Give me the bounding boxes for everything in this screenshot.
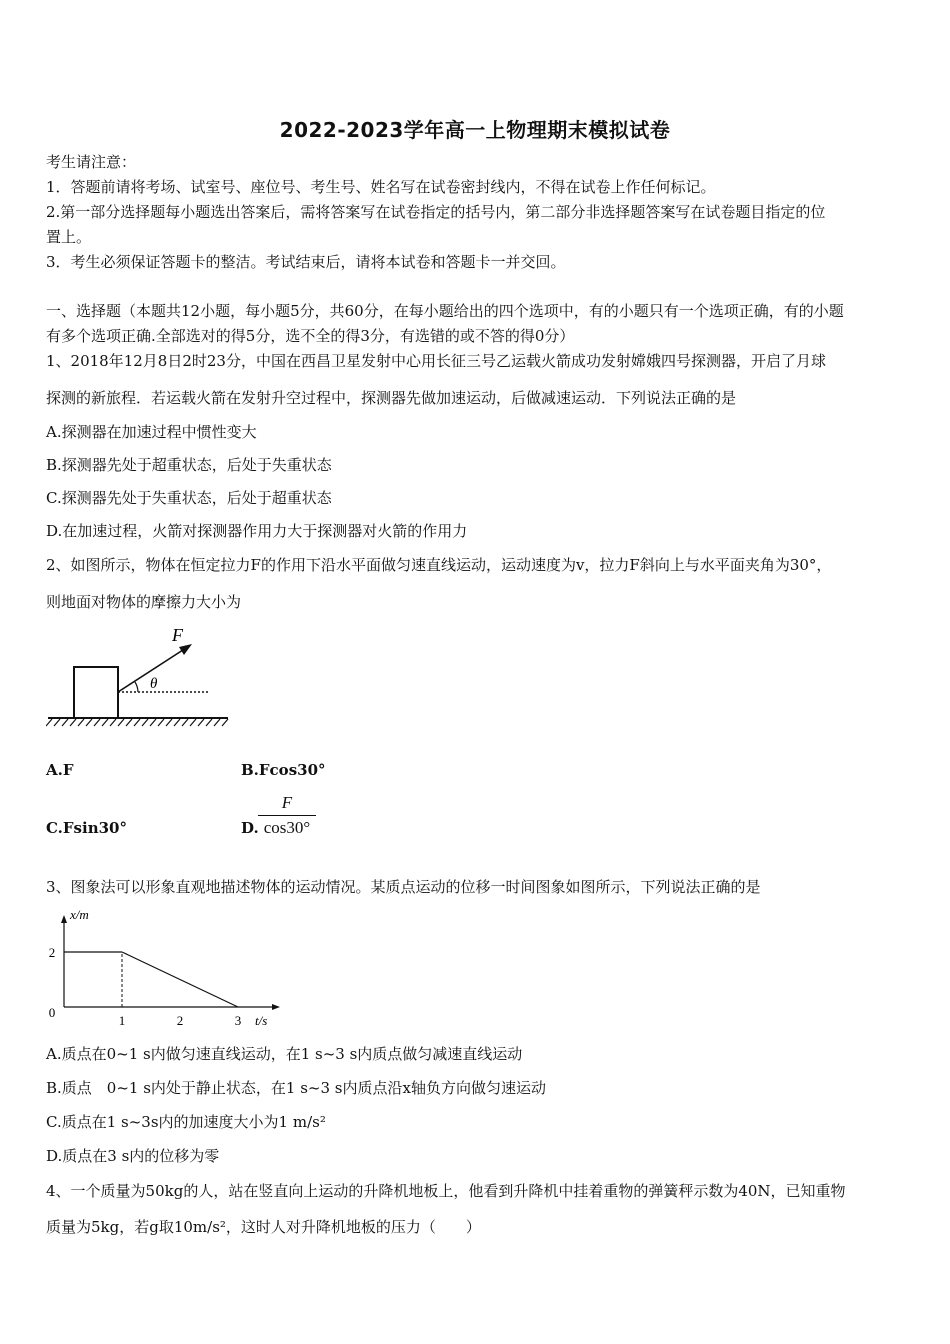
ground-hatching	[46, 719, 228, 726]
q4-stem-line1: 4、一个质量为50kg的人，站在竖直向上运动的升降机地板上，他看到升降机中挂着重物的弹簧秤示数为40N，已知重物	[46, 1182, 846, 1200]
q2-option-b: B.Fcos30°	[241, 761, 326, 779]
q2-option-c: C.Fsin30°	[46, 819, 127, 837]
q1-stem-line1: 1、2018年12月8日2时23分，中国在西昌卫星发射中心用长征三号乙运载火箭成功发射嫦娥四号探测器，开启了月球	[46, 352, 826, 370]
fraction-denominator: cos30°	[263, 818, 311, 837]
q3-option-d: D.质点在3 s内的位移为零	[46, 1147, 220, 1165]
notice-heading: 考生请注意：	[46, 153, 137, 171]
y-axis-arrow	[61, 915, 67, 923]
angle-arc	[135, 682, 138, 692]
q1-option-a: A.探测器在加速过程中惯性变大	[46, 423, 257, 441]
q2-option-d-fraction	[258, 793, 316, 838]
page-title: 2022-2023学年高一上物理期末模拟试卷	[279, 118, 671, 142]
q1-stem-line2: 探测的新旅程．若运载火箭在发射升空过程中，探测器先做加速运动，后做减速运动．下列说法正确的是	[46, 389, 737, 407]
q1-option-d: D.在加速过程，火箭对探测器作用力大于探测器对火箭的作用力	[46, 522, 468, 540]
q3-option-b: B.质点 0~1 s内处于静止状态，在1 s~3 s内质点沿x轴负方向做匀速运动	[46, 1079, 546, 1097]
section-heading-line1: 一、选择题（本题共12小题，每小题5分，共60分，在每小题给出的四个选项中，有的小题只有一个选项正确，有的小题	[46, 302, 844, 320]
x-tick-label: 2	[176, 1013, 184, 1028]
notice-item-3: 3．考生必须保证答题卡的整洁。考试结束后，请将本试卷和答题卡一并交回。	[46, 253, 566, 271]
x-tick-label: 1	[118, 1013, 126, 1028]
angle-label: θ	[150, 676, 158, 692]
q1-option-b: B.探测器先处于超重状态，后处于失重状态	[46, 456, 332, 474]
q2-force-diagram	[46, 622, 236, 734]
x-axis-label: t/s	[255, 1013, 268, 1028]
force-label: F	[172, 625, 183, 645]
fraction-bar	[258, 815, 316, 816]
q2-stem-line1: 2、如图所示，物体在恒定拉力F的作用下沿水平面做匀速直线运动，运动速度为v，拉力F斜向上与水平面夹角为30°，	[46, 556, 832, 574]
notice-item-2-cont: 置上。	[46, 228, 92, 246]
x-axis-arrow	[272, 1004, 280, 1010]
q3-option-a: A.质点在0~1 s内做匀速直线运动，在1 s~3 s内质点做匀减速直线运动	[46, 1045, 523, 1063]
q3-stem: 3、图象法可以形象直观地描述物体的运动情况。某质点运动的位移一时间图象如图所示，下列说法正确的是	[46, 878, 761, 896]
notice-item-1: 1．答题前请将考场、试室号、座位号、考生号、姓名写在试卷密封线内，不得在试卷上作任何标记。	[46, 178, 716, 196]
block-shape	[74, 667, 118, 718]
section-heading-line2: 有多个选项正确.全部选对的得5分，选不全的得3分，有选错的或不答的得0分）	[46, 327, 575, 345]
y-axis-label: x/m	[70, 907, 89, 922]
q2-option-a: A.F	[46, 761, 74, 779]
q1-option-c: C.探测器先处于失重状态，后处于超重状态	[46, 489, 332, 507]
q2-stem-line2: 则地面对物体的摩擦力大小为	[46, 593, 242, 611]
origin-label: 0	[48, 1005, 56, 1020]
q3-option-c: C.质点在1 s~3s内的加速度大小为1 m/s²	[46, 1113, 326, 1131]
series-segment-1	[122, 952, 238, 1007]
notice-item-2: 2.第一部分选择题每小题选出答案后，需将答案写在试卷指定的括号内，第二部分非选择题答案写在试卷题目指定的位	[46, 203, 826, 221]
q3-position-time-chart	[40, 905, 290, 1032]
force-arrowhead	[179, 644, 192, 655]
fraction-numerator: F	[281, 793, 293, 812]
q4-stem-line2: 质量为5kg，若g取10m/s²，这时人对升降机地板的压力（ ）	[46, 1218, 481, 1236]
y-tick-label: 2	[48, 945, 56, 960]
x-tick-label: 3	[234, 1013, 242, 1028]
q2-option-d-prefix: D.	[241, 819, 259, 837]
